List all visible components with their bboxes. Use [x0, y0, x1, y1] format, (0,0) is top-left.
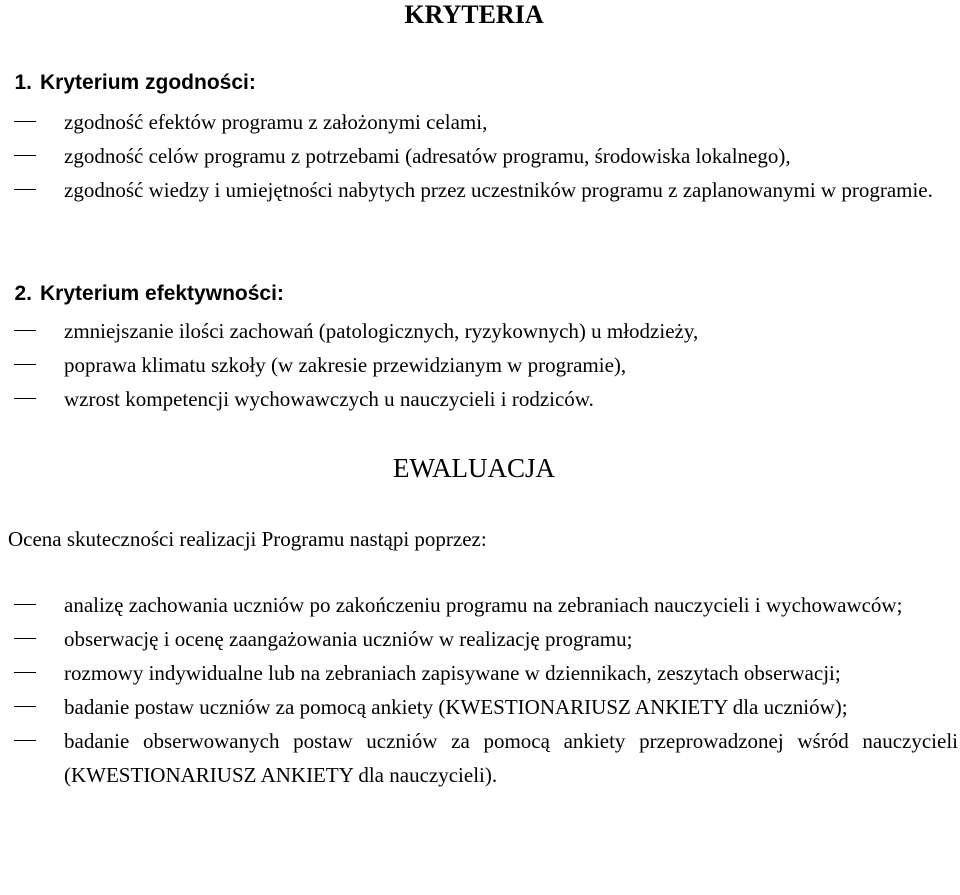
dash-bullet-icon — [14, 604, 36, 605]
dash-bullet-icon — [14, 364, 36, 365]
evaluation-title: EWALUACJA — [393, 453, 555, 483]
section-number: 2. — [14, 282, 32, 305]
list-item: poprawa klimatu szkoły (w zakresie przewidzianym w programie), — [0, 348, 960, 382]
dash-bullet-icon — [14, 121, 36, 122]
compliance-criteria-list — [0, 105, 960, 207]
section-heading-text: Kryterium efektywności: — [40, 282, 284, 305]
dash-bullet-icon — [14, 155, 36, 156]
section-heading-text: Kryterium zgodności: — [40, 71, 256, 94]
list-item: analizę zachowania uczniów po zakończeniu programu na zebraniach nauczycieli i wychowawców; — [0, 588, 960, 622]
dash-bullet-icon — [14, 672, 36, 673]
dash-bullet-icon — [14, 638, 36, 639]
list-item: wzrost kompetencji wychowawczych u nauczycieli i rodziców. — [0, 382, 960, 416]
list-item: zmniejszanie ilości zachowań (patologicznych, ryzykownych) u młodzieży, — [0, 314, 960, 348]
dash-bullet-icon — [14, 330, 36, 331]
list-item: badanie obserwowanych postaw uczniów za pomocą ankiety przeprowadzonej wśród nauczycieli (KWESTIONARIUSZ ANKIETY dla nauczycieli). — [0, 724, 960, 792]
list-item: zgodność efektów programu z założonymi celami, — [0, 105, 960, 139]
evaluation-intro: Ocena skuteczności realizacji Programu nastąpi poprzez: — [8, 527, 487, 551]
list-item: badanie postaw uczniów za pomocą ankiety (KWESTIONARIUSZ ANKIETY dla uczniów); — [0, 690, 960, 724]
dash-bullet-icon — [14, 706, 36, 707]
list-item: obserwację i ocenę zaangażowania uczniów w realizację programu; — [0, 622, 960, 656]
list-item: zgodność wiedzy i umiejętności nabytych przez uczestników programu z zaplanowanymi w programie. — [0, 173, 960, 207]
list-item: zgodność celów programu z potrzebami (adresatów programu, środowiska lokalnego), — [0, 139, 960, 173]
section-number: 1. — [14, 71, 32, 94]
page-title: KRYTERIA — [404, 0, 544, 29]
section-heading-effectiveness — [0, 282, 284, 306]
section-heading-compliance — [0, 71, 256, 95]
effectiveness-criteria-list — [0, 314, 960, 416]
evaluation-methods-list — [0, 588, 960, 792]
dash-bullet-icon — [14, 189, 36, 190]
dash-bullet-icon — [14, 398, 36, 399]
dash-bullet-icon — [14, 740, 36, 741]
list-item: rozmowy indywidualne lub na zebraniach zapisywane w dziennikach, zeszytach obserwacji; — [0, 656, 960, 690]
